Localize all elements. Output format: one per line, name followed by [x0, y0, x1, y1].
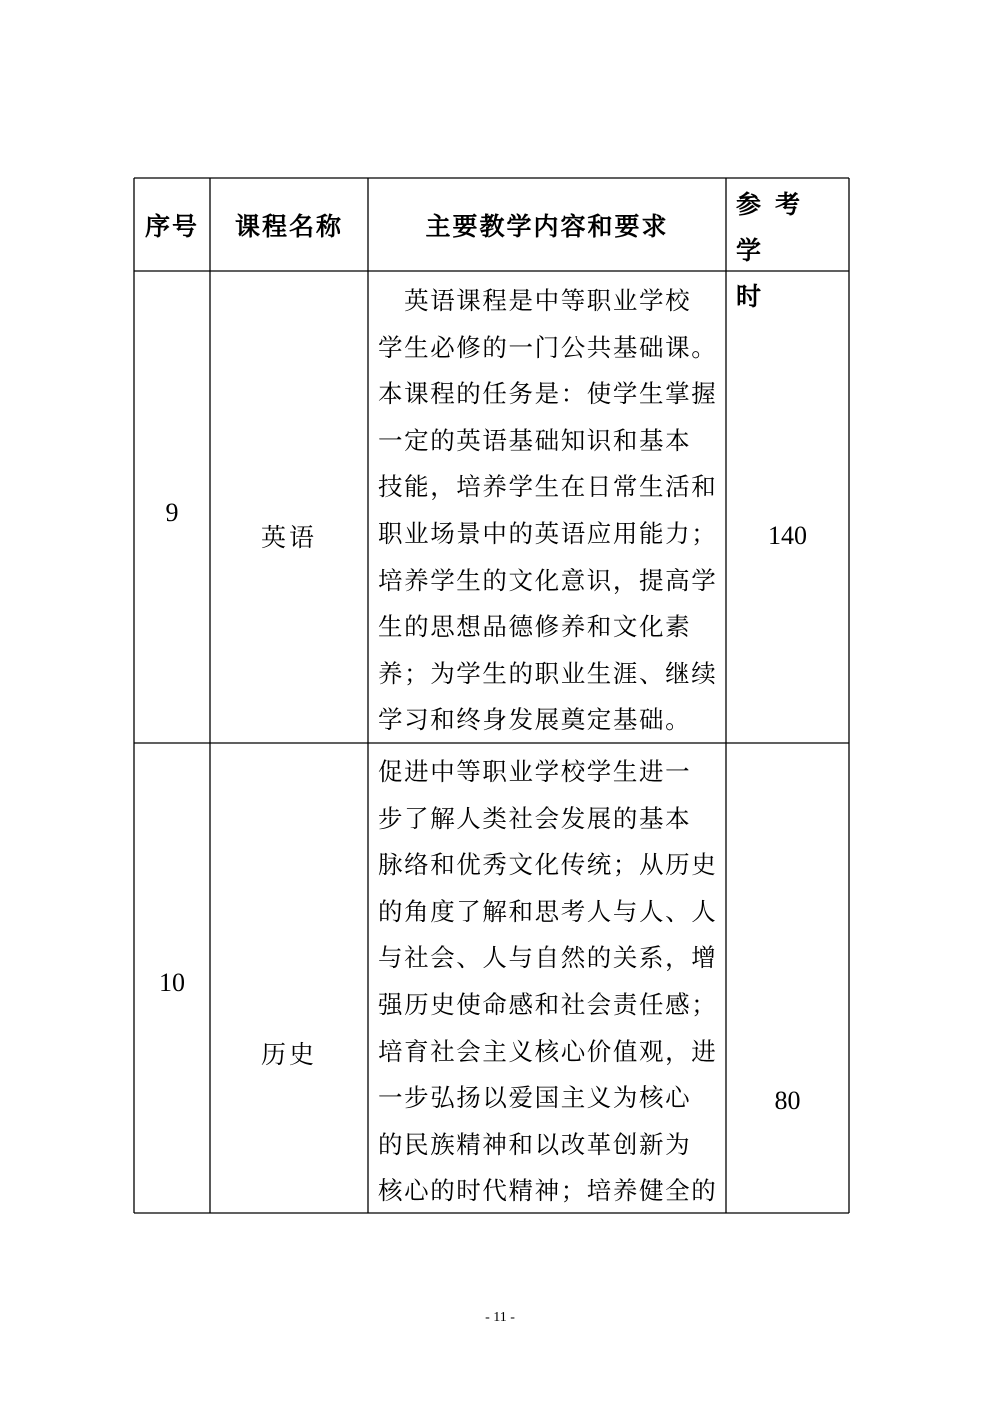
content-line: 学习和终身发展奠定基础。	[378, 705, 692, 735]
content-line: 的民族精神和以改革创新为	[378, 1129, 692, 1159]
content-line: 脉络和优秀文化传统；从历史	[378, 850, 718, 880]
row-course-name-value: 英语	[260, 523, 317, 552]
content-line: 与社会、人与自然的关系，增	[378, 943, 718, 973]
content-line: 职业场景中的英语应用能力；	[378, 518, 718, 548]
page-number: - 11 -	[485, 1310, 515, 1325]
content-line: 技能，培养学生在日常生活和	[378, 472, 718, 502]
row-course-name	[210, 513, 368, 559]
header-hours-line1: 参考学	[736, 190, 815, 265]
content-line: 养；为学生的职业生涯、继续	[378, 658, 718, 688]
row-index	[134, 960, 210, 1006]
content-line: 一步弘扬以爱国主义为核心	[378, 1083, 692, 1113]
header-content-label: 主要教学内容和要求	[425, 211, 669, 241]
content-line: 本课程的任务是：使学生掌握	[378, 379, 718, 409]
header-course-name	[210, 178, 368, 271]
row-index-value: 9	[165, 498, 179, 527]
row-course-name	[210, 1030, 368, 1076]
content-line: 英语课程是中等职业学校	[378, 286, 692, 315]
header-hours-line2: 时	[736, 282, 776, 311]
header-hours	[726, 178, 849, 311]
content-line: 强历史使命感和社会责任感；	[378, 989, 718, 1019]
row-hours-value: 140	[768, 521, 807, 550]
content-line: 一定的英语基础知识和基本	[378, 425, 692, 455]
row-hours	[726, 1078, 849, 1124]
row-index-value: 10	[159, 968, 185, 997]
content-line: 步了解人类社会发展的基本	[378, 803, 692, 833]
row-index	[134, 490, 210, 536]
row-hours-value: 80	[774, 1086, 801, 1115]
content-line: 培育社会主义核心价值观，进	[378, 1036, 718, 1066]
content-line: 生的思想品德修养和文化素	[378, 612, 692, 642]
content-line: 的角度了解和思考人与人、人	[378, 896, 718, 926]
row-hours	[726, 513, 849, 559]
content-line: 学生必修的一门公共基础课。	[378, 332, 718, 362]
header-course-name-label: 课程名称	[234, 211, 343, 241]
row-content	[378, 749, 720, 1215]
content-line: 核心的时代精神；培养健全的	[378, 1176, 718, 1206]
header-content	[368, 178, 726, 271]
row-course-name-value: 历史	[260, 1040, 317, 1069]
header-index	[134, 178, 210, 271]
row-content	[378, 278, 720, 744]
content-line: 促进中等职业学校学生进一	[378, 757, 692, 786]
header-index-label: 序号	[144, 211, 199, 241]
content-line: 培养学生的文化意识，提高学	[378, 565, 718, 595]
